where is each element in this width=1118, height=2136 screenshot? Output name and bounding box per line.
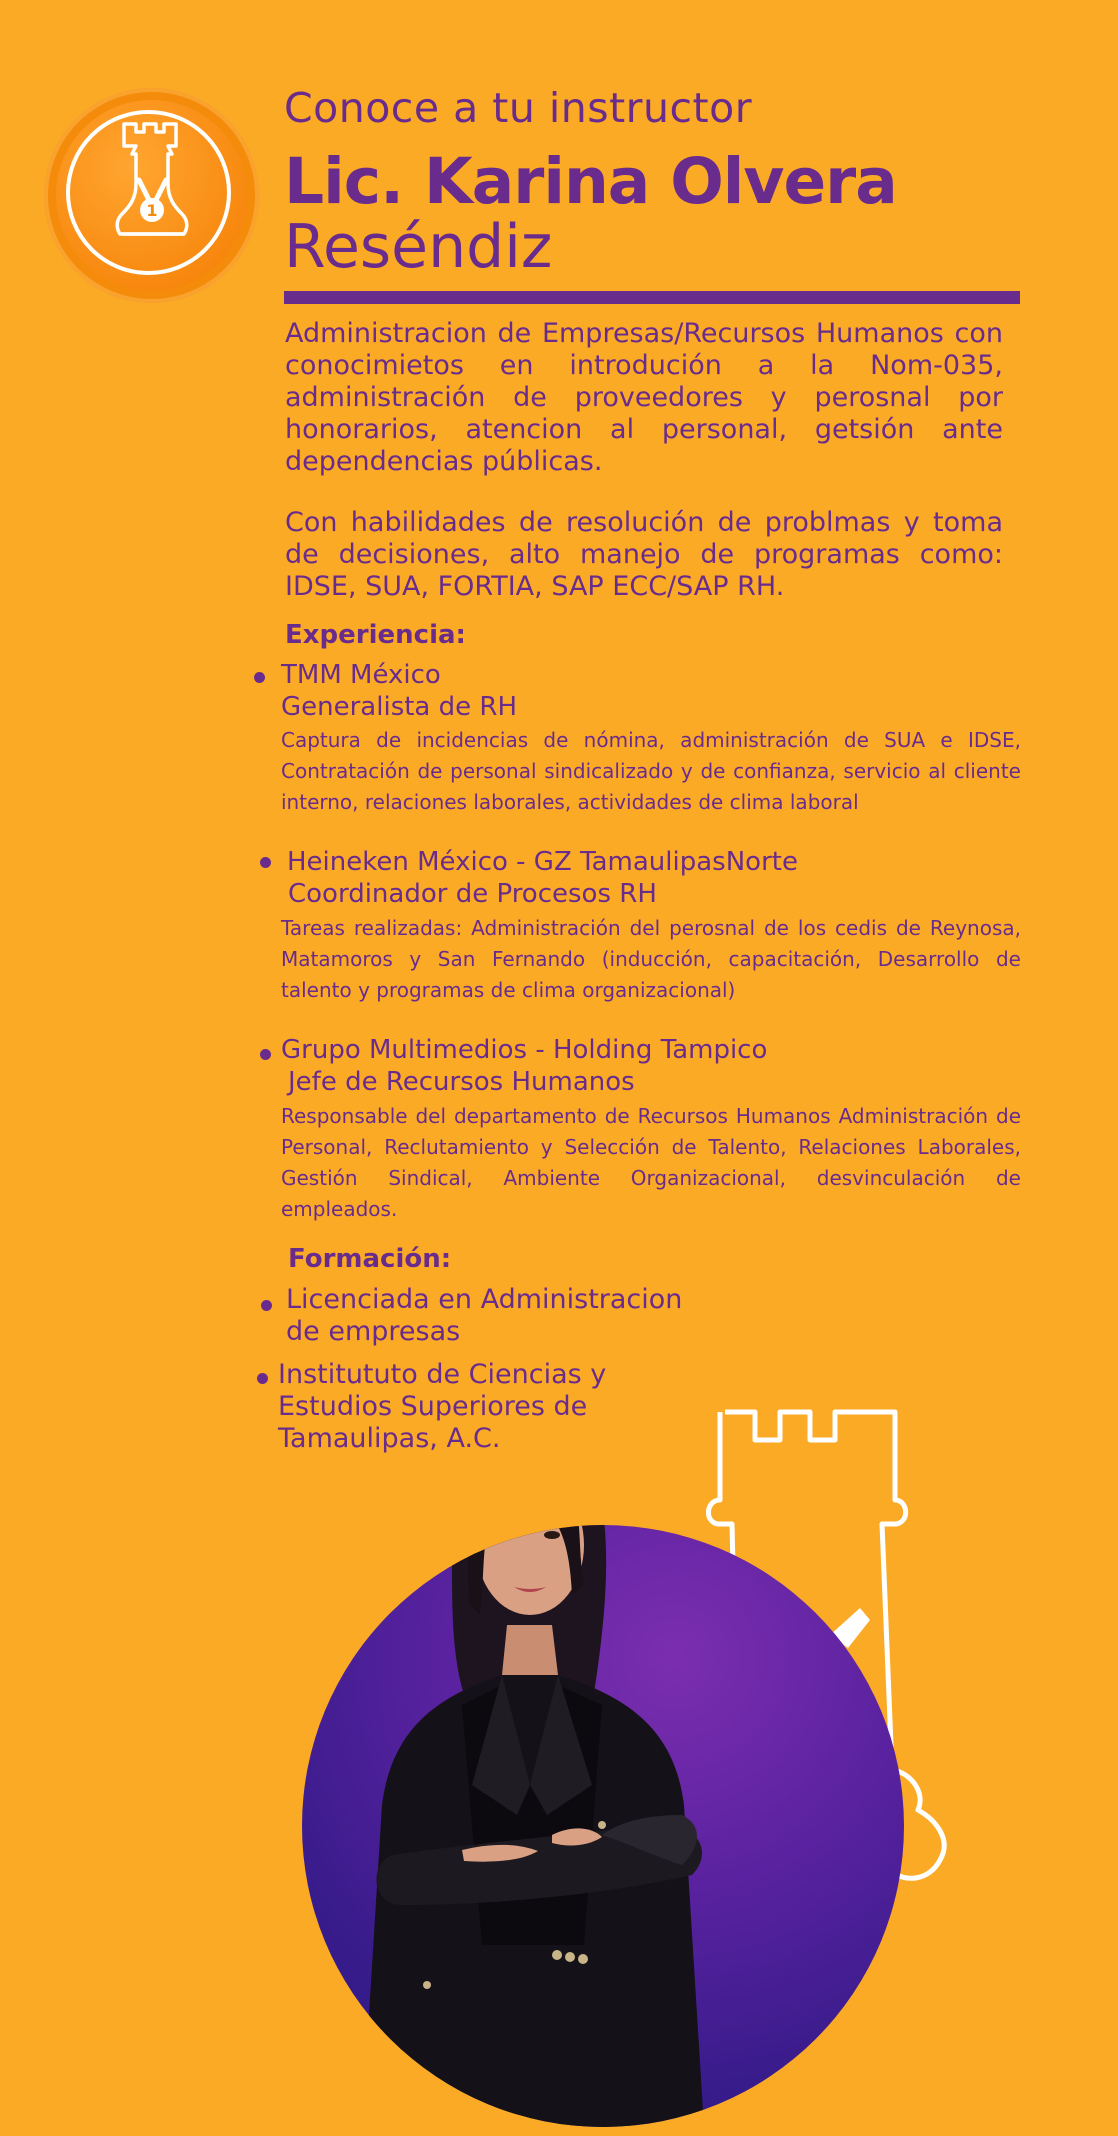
job-role: Generalista de RH — [281, 692, 518, 722]
page-subtitle: Conoce a tu instructor — [284, 84, 753, 132]
job-description: Tareas realizadas: Administración del perosnal de los cedis de Reynosa, Matamoros y San Fernando (inducción, capacitación, Desarrollo de talento y programas de clima organizacional) — [281, 916, 1021, 1002]
bullet-dot — [261, 1300, 272, 1311]
experience-title: Experiencia: — [285, 620, 466, 650]
job-description: Responsable del departamento de Recursos Humanos Administración de Personal, Reclutamiento y Selección de Talento, Relaciones Laborales, Gestión Sindical, Ambiente Organizacional, desvinculación de empleados. — [281, 1104, 1021, 1221]
education-item: Licenciada en Administracion de empresas — [286, 1284, 683, 1347]
education-item: Institututo de Ciencias y Estudios Superiores de Tamaulipas, A.C. — [278, 1359, 607, 1454]
bullet-dot — [254, 672, 265, 683]
job-company: Grupo Multimedios - Holding Tampico — [281, 1035, 768, 1065]
instructor-surname: Reséndiz — [284, 212, 553, 282]
job-role: Jefe de Recursos Humanos — [288, 1067, 635, 1097]
intro-paragraph-1: Administracion de Empresas/Recursos Humanos con conocimietos en introdución a la Nom-035, administración de proveedores y perosnal por honorarios, atencion al personal, getsión ante dependencias públicas. — [285, 318, 1003, 477]
job-role: Coordinador de Procesos RH — [288, 879, 657, 909]
rook-medal-icon — [44, 88, 259, 303]
bullet-dot — [257, 1373, 268, 1384]
intro-paragraph-2: Con habilidades de resolución de problmas y toma de decisiones, alto manejo de programas como: IDSE, SUA, FORTIA, SAP ECC/SAP RH. — [285, 507, 1003, 602]
job-company: Heineken México - GZ TamaulipasNorte — [287, 847, 798, 877]
job-description: Captura de incidencias de nómina, administración de SUA e IDSE, Contratación de personal sindicalizado y de confianza, servicio al cliente interno, relaciones laborales, actividades de clima laboral — [281, 728, 1021, 814]
instructor-photo — [302, 1525, 904, 2127]
education-title: Formación: — [288, 1244, 452, 1274]
instructor-name: Lic. Karina Olvera — [284, 145, 897, 218]
bullet-dot — [260, 1049, 271, 1060]
job-company: TMM México — [281, 660, 441, 690]
svg-text:1: 1 — [146, 201, 158, 220]
bullet-dot — [260, 857, 271, 868]
header-divider — [284, 291, 1020, 304]
